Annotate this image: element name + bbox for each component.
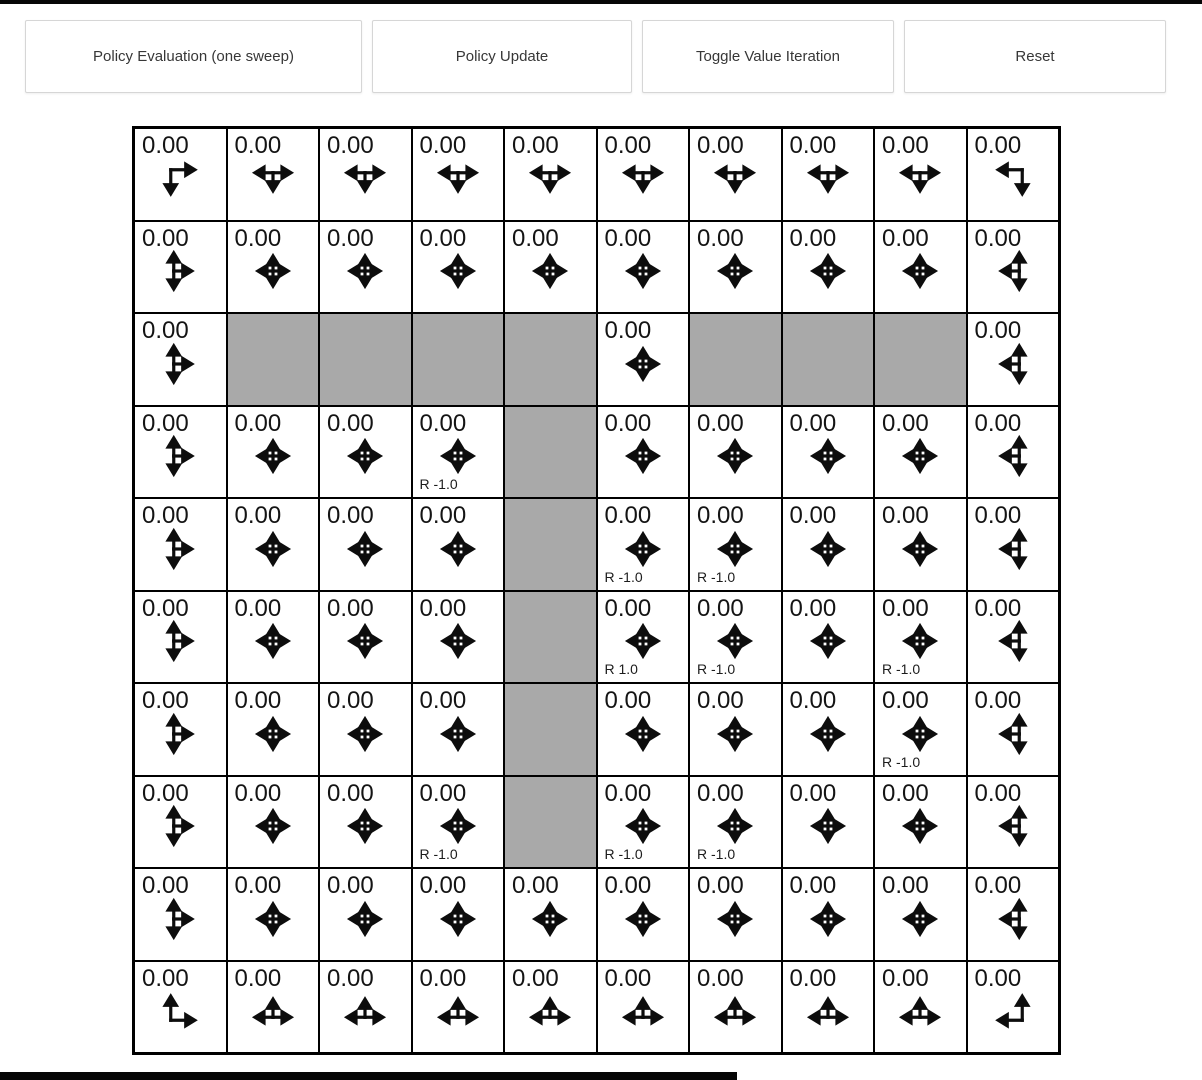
cell-value: 0.00 <box>234 964 282 992</box>
cell-value: 0.00 <box>604 409 652 437</box>
cell-value: 0.00 <box>604 502 652 529</box>
policy-arrows-icon <box>154 153 206 205</box>
policy-arrows-icon <box>339 985 391 1037</box>
grid-cell-r1-c5[interactable] <box>598 222 689 313</box>
policy-arrows-icon <box>987 430 1039 482</box>
cell-value: 0.00 <box>142 687 189 714</box>
policy-arrows-icon <box>987 338 1039 390</box>
policy-arrows-icon <box>802 985 854 1037</box>
policy-arrows-icon <box>432 153 484 205</box>
grid-cell-r6-c7[interactable] <box>783 684 874 775</box>
grid-cell-r8-c6[interactable] <box>690 869 781 960</box>
cell-value: 0.00 <box>604 872 652 899</box>
grid-cell-r4-c9[interactable] <box>968 499 1059 590</box>
policy-arrows-icon <box>432 523 484 575</box>
cell-value: 0.00 <box>604 132 652 159</box>
grid-cell-wall-r2-c6[interactable] <box>690 314 781 405</box>
cell-value: 0.00 <box>882 594 929 622</box>
policy-arrows-icon <box>524 245 576 297</box>
grid-cell-r9-c9[interactable] <box>968 962 1059 1053</box>
grid-cell-r8-c3[interactable] <box>413 869 504 960</box>
cell-value: 0.00 <box>974 872 1022 899</box>
policy-arrows-icon <box>617 338 669 390</box>
cell-value: 0.00 <box>512 872 559 899</box>
policy-arrows-icon <box>339 245 391 297</box>
cell-value: 0.00 <box>974 132 1022 159</box>
grid-cell-r6-c2[interactable] <box>320 684 411 775</box>
policy-arrows-icon <box>524 153 576 205</box>
policy-arrows-icon <box>247 893 299 945</box>
cell-reward: R -1.0 <box>697 846 736 862</box>
cell-value: 0.00 <box>882 872 929 899</box>
policy-arrows-icon <box>617 523 669 575</box>
cell-value: 0.00 <box>327 779 374 807</box>
grid-cell-r8-c0[interactable] <box>135 869 226 960</box>
policy-arrows-icon <box>247 708 299 760</box>
cell-value: 0.00 <box>234 502 282 529</box>
cell-value: 0.00 <box>604 594 652 622</box>
grid-cell-r1-c3[interactable] <box>413 222 504 313</box>
grid-cell-r0-c3[interactable] <box>413 129 504 220</box>
grid-cell-r5-c9[interactable] <box>968 592 1059 683</box>
cell-value: 0.00 <box>974 409 1022 437</box>
cell-value: 0.00 <box>142 872 189 899</box>
grid-cell-r8-c4[interactable] <box>505 869 596 960</box>
grid-cell-r3-c2[interactable] <box>320 407 411 498</box>
grid-cell-r7-c6[interactable] <box>690 777 781 868</box>
grid-cell-r4-c0[interactable] <box>135 499 226 590</box>
grid-cell-r9-c7[interactable] <box>783 962 874 1053</box>
cell-value: 0.00 <box>789 502 837 529</box>
policy-arrows-icon <box>247 615 299 667</box>
policy-arrows-icon <box>432 708 484 760</box>
policy-arrows-icon <box>802 430 854 482</box>
cell-value: 0.00 <box>697 779 744 807</box>
policy-arrows-icon <box>617 615 669 667</box>
grid-cell-r0-c5[interactable] <box>598 129 689 220</box>
grid-cell-r9-c8[interactable] <box>875 962 966 1053</box>
grid-cell-r9-c3[interactable] <box>413 962 504 1053</box>
grid-cell-r8-c8[interactable] <box>875 869 966 960</box>
cell-value: 0.00 <box>327 964 374 992</box>
grid-cell-r3-c5[interactable] <box>598 407 689 498</box>
policy-arrows-icon <box>154 523 206 575</box>
policy-arrows-icon <box>987 523 1039 575</box>
policy-arrows-icon <box>339 615 391 667</box>
grid-cell-r1-c9[interactable] <box>968 222 1059 313</box>
cell-value: 0.00 <box>419 224 467 252</box>
policy-arrows-icon <box>432 800 484 852</box>
grid-cell-r4-c2[interactable] <box>320 499 411 590</box>
cell-value: 0.00 <box>604 779 652 807</box>
cell-value: 0.00 <box>974 964 1022 992</box>
cell-value: 0.00 <box>327 594 374 622</box>
cell-value: 0.00 <box>512 224 559 252</box>
grid-cell-wall-r7-c4[interactable] <box>505 777 596 868</box>
policy-arrows-icon <box>987 153 1039 205</box>
policy-arrows-icon <box>617 245 669 297</box>
grid-cell-wall-r3-c4[interactable] <box>505 407 596 498</box>
cell-reward: R -1.0 <box>604 846 643 862</box>
grid-cell-r4-c1[interactable] <box>228 499 319 590</box>
grid-cell-r2-c0[interactable] <box>135 314 226 405</box>
grid-cell-r3-c7[interactable] <box>783 407 874 498</box>
grid-cell-wall-r2-c3[interactable] <box>413 314 504 405</box>
grid-cell-r2-c9[interactable] <box>968 314 1059 405</box>
cell-value: 0.00 <box>234 872 282 899</box>
cell-value: 0.00 <box>697 409 744 437</box>
grid-cell-r5-c5[interactable] <box>598 592 689 683</box>
policy-arrows-icon <box>987 708 1039 760</box>
grid-cell-r2-c5[interactable] <box>598 314 689 405</box>
grid-cell-r1-c6[interactable] <box>690 222 781 313</box>
grid-cell-r3-c6[interactable] <box>690 407 781 498</box>
policy-arrows-icon <box>339 153 391 205</box>
policy-arrows-icon <box>154 615 206 667</box>
cell-value: 0.00 <box>234 132 282 159</box>
cell-value: 0.00 <box>327 502 374 529</box>
grid-cell-r0-c1[interactable] <box>228 129 319 220</box>
policy-arrows-icon <box>617 800 669 852</box>
grid-cell-r6-c6[interactable] <box>690 684 781 775</box>
cell-value: 0.00 <box>419 132 467 159</box>
grid-cell-r0-c9[interactable] <box>968 129 1059 220</box>
grid-cell-r7-c1[interactable] <box>228 777 319 868</box>
grid-cell-wall-r2-c4[interactable] <box>505 314 596 405</box>
policy-arrows-icon <box>432 615 484 667</box>
cell-value: 0.00 <box>789 409 837 437</box>
policy-arrows-icon <box>432 245 484 297</box>
cell-value: 0.00 <box>142 964 189 992</box>
grid-cell-wall-r2-c7[interactable] <box>783 314 874 405</box>
cell-value: 0.00 <box>604 317 652 344</box>
cell-value: 0.00 <box>697 872 744 899</box>
policy-arrows-icon <box>709 153 761 205</box>
cell-reward: R -1.0 <box>882 753 921 770</box>
grid-cell-r1-c1[interactable] <box>228 222 319 313</box>
policy-arrows-icon <box>894 153 946 205</box>
toolbar <box>25 20 1166 93</box>
policy-arrows-icon <box>247 800 299 852</box>
policy-arrows-icon <box>894 245 946 297</box>
grid-cell-r0-c2[interactable] <box>320 129 411 220</box>
cell-value: 0.00 <box>604 224 652 252</box>
grid-cell-wall-r2-c8[interactable] <box>875 314 966 405</box>
grid-cell-r6-c0[interactable] <box>135 684 226 775</box>
policy-arrows-icon <box>802 800 854 852</box>
grid-cell-r0-c7[interactable] <box>783 129 874 220</box>
policy-arrows-icon <box>987 615 1039 667</box>
cell-value: 0.00 <box>142 132 189 159</box>
cell-value: 0.00 <box>789 872 837 899</box>
grid-cell-r6-c9[interactable] <box>968 684 1059 775</box>
reset-button[interactable]: Reset <box>904 20 1166 93</box>
cell-value: 0.00 <box>697 502 744 529</box>
grid-cell-r1-c7[interactable] <box>783 222 874 313</box>
grid-cell-r7-c5[interactable] <box>598 777 689 868</box>
cell-value: 0.00 <box>234 594 282 622</box>
grid-cell-r3-c8[interactable] <box>875 407 966 498</box>
cell-value: 0.00 <box>882 224 929 252</box>
cell-value: 0.00 <box>419 872 467 899</box>
cell-value: 0.00 <box>419 594 467 622</box>
policy-arrows-icon <box>154 245 206 297</box>
cell-value: 0.00 <box>789 224 837 252</box>
cell-value: 0.00 <box>604 687 652 714</box>
cell-value: 0.00 <box>974 224 1022 252</box>
grid-cell-r9-c4[interactable] <box>505 962 596 1053</box>
policy-arrows-icon <box>339 430 391 482</box>
grid-cell-r9-c6[interactable] <box>690 962 781 1053</box>
cell-value: 0.00 <box>327 224 374 252</box>
grid-cell-r3-c1[interactable] <box>228 407 319 498</box>
policy-arrows-icon <box>709 430 761 482</box>
policy-arrows-icon <box>987 893 1039 945</box>
grid-cell-r5-c6[interactable] <box>690 592 781 683</box>
policy-arrows-icon <box>709 615 761 667</box>
cell-value: 0.00 <box>789 132 837 159</box>
cell-value: 0.00 <box>789 594 837 622</box>
policy-arrows-icon <box>339 800 391 852</box>
grid-cell-r5-c3[interactable] <box>413 592 504 683</box>
grid-cell-r4-c8[interactable] <box>875 499 966 590</box>
cell-reward: R -1.0 <box>419 846 458 862</box>
cell-reward: R -1.0 <box>419 476 458 492</box>
cell-value: 0.00 <box>234 409 282 437</box>
grid-cell-r0-c0[interactable] <box>135 129 226 220</box>
grid-cell-r1-c0[interactable] <box>135 222 226 313</box>
policy-arrows-icon <box>339 708 391 760</box>
cell-value: 0.00 <box>512 132 559 159</box>
policy-arrows-icon <box>709 800 761 852</box>
cell-value: 0.00 <box>882 779 929 807</box>
cell-value: 0.00 <box>882 409 929 437</box>
policy-arrows-icon <box>247 985 299 1037</box>
policy-arrows-icon <box>247 523 299 575</box>
policy-arrows-icon <box>339 893 391 945</box>
policy-arrows-icon <box>802 615 854 667</box>
cell-value: 0.00 <box>419 502 467 529</box>
grid-cell-r9-c1[interactable] <box>228 962 319 1053</box>
grid-cell-r7-c8[interactable] <box>875 777 966 868</box>
cell-value: 0.00 <box>882 502 929 529</box>
cell-value: 0.00 <box>419 409 467 437</box>
cell-value: 0.00 <box>142 502 189 529</box>
grid-cell-r9-c2[interactable] <box>320 962 411 1053</box>
policy-arrows-icon <box>154 800 206 852</box>
cell-value: 0.00 <box>789 779 837 807</box>
grid-cell-r1-c2[interactable] <box>320 222 411 313</box>
policy-arrows-icon <box>802 708 854 760</box>
cell-value: 0.00 <box>974 317 1022 344</box>
grid-cell-r7-c7[interactable] <box>783 777 874 868</box>
policy-update-button[interactable]: Policy Update <box>372 20 632 93</box>
cell-value: 0.00 <box>327 687 374 714</box>
policy-arrows-icon <box>247 245 299 297</box>
grid-cell-r6-c3[interactable] <box>413 684 504 775</box>
cell-reward: R -1.0 <box>697 568 736 585</box>
policy-arrows-icon <box>247 430 299 482</box>
policy-arrows-icon <box>524 893 576 945</box>
gridworld <box>132 126 1061 1055</box>
policy-arrows-icon <box>154 430 206 482</box>
grid-cell-r7-c3[interactable] <box>413 777 504 868</box>
grid-cell-wall-r5-c4[interactable] <box>505 592 596 683</box>
grid-cell-r5-c1[interactable] <box>228 592 319 683</box>
policy-arrows-icon <box>247 153 299 205</box>
cell-value: 0.00 <box>882 687 929 714</box>
policy-arrows-icon <box>987 800 1039 852</box>
grid-cell-r3-c9[interactable] <box>968 407 1059 498</box>
policy-evaluation-button[interactable]: Policy Evaluation (one sweep) <box>25 20 362 93</box>
policy-arrows-icon <box>617 985 669 1037</box>
policy-arrows-icon <box>432 893 484 945</box>
policy-arrows-icon <box>709 985 761 1037</box>
grid-cell-r6-c8[interactable] <box>875 684 966 775</box>
cell-reward: R -1.0 <box>604 568 643 585</box>
cell-value: 0.00 <box>789 964 837 992</box>
cell-value: 0.00 <box>697 224 744 252</box>
policy-arrows-icon <box>154 708 206 760</box>
grid-cell-r4-c7[interactable] <box>783 499 874 590</box>
policy-arrows-icon <box>154 985 206 1037</box>
grid-cell-r1-c8[interactable] <box>875 222 966 313</box>
cell-value: 0.00 <box>697 687 744 714</box>
grid-cell-r5-c7[interactable] <box>783 592 874 683</box>
cell-value: 0.00 <box>142 779 189 807</box>
letterbox-top <box>0 0 1202 4</box>
grid-cell-wall-r6-c4[interactable] <box>505 684 596 775</box>
policy-arrows-icon <box>802 523 854 575</box>
cell-reward: R 1.0 <box>604 661 638 677</box>
policy-arrows-icon <box>709 708 761 760</box>
policy-arrows-icon <box>802 153 854 205</box>
grid-cell-r8-c1[interactable] <box>228 869 319 960</box>
grid-cell-r9-c5[interactable] <box>598 962 689 1053</box>
cell-value: 0.00 <box>142 317 189 344</box>
letterbox-bottom <box>0 1072 737 1080</box>
policy-arrows-icon <box>987 985 1039 1037</box>
grid-cell-wall-r2-c1[interactable] <box>228 314 319 405</box>
cell-value: 0.00 <box>974 779 1022 807</box>
policy-arrows-icon <box>617 893 669 945</box>
grid-cell-r6-c5[interactable] <box>598 684 689 775</box>
cell-value: 0.00 <box>419 964 467 992</box>
policy-arrows-icon <box>894 800 946 852</box>
grid-cell-r0-c8[interactable] <box>875 129 966 220</box>
grid-cell-r7-c0[interactable] <box>135 777 226 868</box>
cell-value: 0.00 <box>419 687 467 714</box>
cell-value: 0.00 <box>974 502 1022 529</box>
cell-value: 0.00 <box>142 409 189 437</box>
grid-cell-r8-c2[interactable] <box>320 869 411 960</box>
grid-cell-wall-r4-c4[interactable] <box>505 499 596 590</box>
cell-value: 0.00 <box>882 964 929 992</box>
cell-value: 0.00 <box>512 964 559 992</box>
grid-cell-r8-c9[interactable] <box>968 869 1059 960</box>
policy-arrows-icon <box>617 708 669 760</box>
policy-arrows-icon <box>709 893 761 945</box>
grid-cell-r4-c5[interactable] <box>598 499 689 590</box>
toggle-value-iteration-button[interactable]: Toggle Value Iteration <box>642 20 894 93</box>
grid-cell-r5-c2[interactable] <box>320 592 411 683</box>
grid-cell-r8-c5[interactable] <box>598 869 689 960</box>
cell-value: 0.00 <box>882 132 929 159</box>
grid-cell-r8-c7[interactable] <box>783 869 874 960</box>
cell-value: 0.00 <box>327 409 374 437</box>
cell-value: 0.00 <box>234 224 282 252</box>
cell-value: 0.00 <box>327 132 374 159</box>
grid-cell-r1-c4[interactable] <box>505 222 596 313</box>
policy-arrows-icon <box>894 523 946 575</box>
grid-cell-r9-c0[interactable] <box>135 962 226 1053</box>
policy-arrows-icon <box>617 153 669 205</box>
grid-cell-r4-c6[interactable] <box>690 499 781 590</box>
policy-arrows-icon <box>802 893 854 945</box>
policy-arrows-icon <box>154 338 206 390</box>
policy-arrows-icon <box>709 245 761 297</box>
grid-cell-r5-c8[interactable] <box>875 592 966 683</box>
cell-value: 0.00 <box>789 687 837 714</box>
cell-value: 0.00 <box>697 594 744 622</box>
cell-reward: R -1.0 <box>697 661 736 677</box>
policy-arrows-icon <box>894 430 946 482</box>
grid-cell-r3-c0[interactable] <box>135 407 226 498</box>
grid-cell-r5-c0[interactable] <box>135 592 226 683</box>
policy-arrows-icon <box>894 893 946 945</box>
grid-cell-r6-c1[interactable] <box>228 684 319 775</box>
cell-value: 0.00 <box>697 964 744 992</box>
cell-value: 0.00 <box>234 779 282 807</box>
policy-arrows-icon <box>432 430 484 482</box>
policy-arrows-icon <box>432 985 484 1037</box>
cell-value: 0.00 <box>142 594 189 622</box>
cell-value: 0.00 <box>142 224 189 252</box>
cell-value: 0.00 <box>419 779 467 807</box>
policy-arrows-icon <box>617 430 669 482</box>
cell-value: 0.00 <box>697 132 744 159</box>
grid-cell-r0-c4[interactable] <box>505 129 596 220</box>
grid-cell-r0-c6[interactable] <box>690 129 781 220</box>
cell-value: 0.00 <box>974 594 1022 622</box>
policy-arrows-icon <box>894 985 946 1037</box>
cell-value: 0.00 <box>327 872 374 899</box>
grid-cell-r3-c3[interactable] <box>413 407 504 498</box>
grid-cell-wall-r2-c2[interactable] <box>320 314 411 405</box>
cell-value: 0.00 <box>974 687 1022 714</box>
policy-arrows-icon <box>524 985 576 1037</box>
policy-arrows-icon <box>154 893 206 945</box>
policy-arrows-icon <box>709 523 761 575</box>
policy-arrows-icon <box>894 615 946 667</box>
policy-arrows-icon <box>987 245 1039 297</box>
policy-arrows-icon <box>894 708 946 760</box>
cell-value: 0.00 <box>604 964 652 992</box>
cell-reward: R -1.0 <box>882 661 921 677</box>
grid-cell-r7-c2[interactable] <box>320 777 411 868</box>
grid-cell-r4-c3[interactable] <box>413 499 504 590</box>
cell-value: 0.00 <box>234 687 282 714</box>
grid-cell-r7-c9[interactable] <box>968 777 1059 868</box>
policy-arrows-icon <box>339 523 391 575</box>
policy-arrows-icon <box>802 245 854 297</box>
